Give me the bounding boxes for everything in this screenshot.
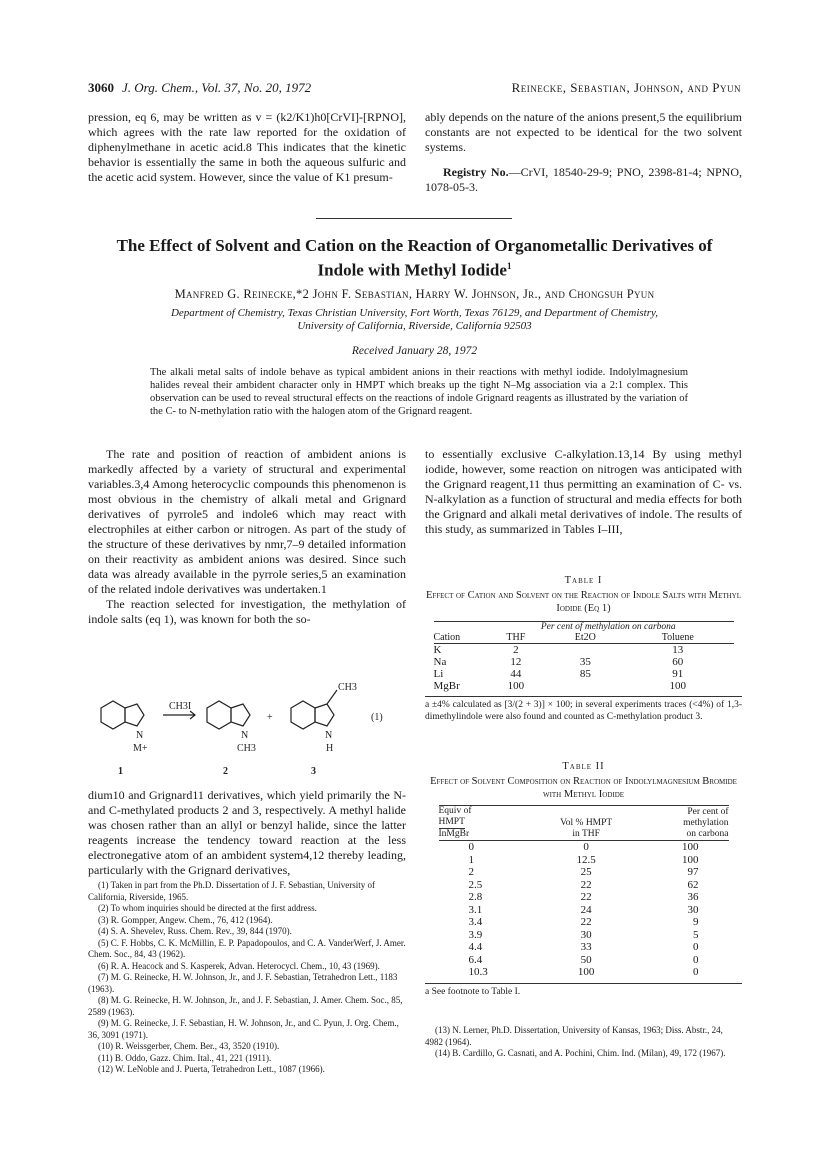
article-separator (316, 218, 512, 219)
abstract: The alkali metal salts of indole behave as typical ambident anions in their reactions with methyl iodide. Indolylmagnesium halides reveal their ambident character only in HMPT which breaks up the tight N–Mg association via a 2:1 complex. This observation can be used to reveal structural effects on the reactions of indole Grignard reagents as illustrated by the variation of the C- to N-methylation ratio with the halogen atom of the Grignard reagent. (150, 367, 688, 417)
header-line: Vol % HMPT (560, 818, 613, 828)
footnote: (13) N. Lerner, Ph.D. Dissertation, University of Kansas, 1963; Diss. Abstr., 24, 4982 (1964). (425, 1025, 723, 1047)
table-cell: 30 (580, 928, 592, 941)
table-cell: MgBr (433, 680, 460, 692)
paragraph-reaction: The reaction selected for investigation, the methylation of indole salts (eq 1), was known for both the so- (88, 597, 406, 626)
compound-1-label: 1 (118, 766, 123, 777)
n-methyl-label: CH3 (237, 743, 256, 754)
table-2-col3-header (637, 806, 728, 841)
table-cell: 36 (687, 891, 699, 903)
table-cell: 97 (687, 866, 699, 878)
table-cell: 35 (579, 656, 591, 668)
pyrrole-ring-1 (125, 704, 144, 726)
table-cell: 13 (672, 644, 684, 656)
table-cell: 91 (672, 668, 684, 680)
table-cell (549, 644, 622, 657)
table-row (439, 854, 729, 867)
table-1 (425, 574, 742, 723)
scheme-drawing (95, 680, 405, 780)
table-cell: 3.1 (468, 903, 483, 916)
table-row (439, 879, 729, 892)
table-cell: 24 (580, 903, 592, 916)
table-header: THF (506, 632, 526, 643)
footnote: (5) C. F. Hobbs, C. K. McMillin, E. P. Papadopoulos, and C. A. VanderWerf, J. Amer. Chem. Soc., 84, 43 (1962). (88, 937, 406, 959)
journal-name: J. Org. Chem., Vol. 37, No. 20, 1972 (122, 80, 312, 95)
registry-numbers (425, 165, 742, 195)
table-1-footnote: a ±4% calculated as [3/(2 + 3)] × 100; in several experiments traces (<4%) of 1,3-dimethylindole were also found and counted as C-methylation product 3. (425, 696, 742, 723)
paragraph-right: to essentially exclusive C-alkylation.13,14 By using methyl iodide, however, some reaction on nitrogen was anticipated with the Grignard reagent,11 thus permitting an examination of C- vs. N-alkylation as a function of structural and media effects for both the Grignard and alkali metal derivatives of indole. The results of this study, as summarized in Tables I–III, (425, 447, 742, 536)
body-left-column (88, 447, 406, 627)
table-cell: 100 (669, 680, 686, 692)
prev-article-text: pression, eq 6, may be written as v = (k2/K1)h0[CrVI]-[RPNO], which agrees with the rate law reported for the oxidation of diphenylmethane in acetic acid.8 This indicates that the kinetic behavior is essentially the same in both the aqueous sulfuric and the acetic acid system. However, since the value of K1 presum- (88, 110, 406, 184)
table-row (434, 656, 734, 668)
table-cell: 12.5 (576, 853, 596, 866)
table-cell: K (433, 644, 442, 656)
footnote: (9) M. G. Reinecke, J. F. Sebastian, H. W. Johnson, Jr., and C. Pyun, J. Org. Chem., 36, 3091 (1971). (88, 1018, 399, 1040)
compound-2-label: 2 (223, 766, 228, 777)
title-footnote-mark: 1 (506, 261, 512, 271)
footnote: (1) Taken in part from the Ph.D. Dissertation of J. F. Sebastian, University of California, Riverside, 1965. (88, 880, 375, 902)
nh-label: H (326, 743, 334, 754)
table-cell: 3.9 (468, 928, 483, 941)
table-header: Cation (433, 632, 461, 643)
footnote: (10) R. Weissgerber, Chem. Ber., 43, 3520 (1910). (98, 1041, 280, 1051)
running-head (88, 80, 741, 98)
table-cell: 3.4 (468, 916, 483, 928)
methyl-bond (327, 690, 337, 704)
table-cell: 50 (580, 953, 592, 966)
header-line: Per cent of (687, 807, 729, 817)
benzene-ring-1 (101, 701, 125, 729)
table-row (434, 680, 734, 692)
received-date: Received January 28, 1972 (351, 345, 478, 357)
table-cell: 10.3 (468, 966, 488, 978)
table-cell: 4.4 (468, 941, 483, 953)
cation-label: M+ (133, 743, 148, 754)
table-1-grid (434, 621, 734, 692)
table-cell: 100 (682, 853, 699, 866)
table-cell: Na (433, 656, 447, 668)
journal-citation (88, 80, 311, 96)
table-cell: 0 (693, 953, 699, 966)
footnotes-left (88, 880, 406, 1076)
header-line: methylation (683, 818, 729, 828)
table-cell: 2 (513, 644, 519, 656)
table-cell: 2.8 (468, 891, 483, 903)
table-2-footnote: a See footnote to Table I. (425, 983, 742, 998)
table-row (434, 668, 734, 680)
c-methyl-label: CH3 (338, 682, 357, 693)
paragraph-continued: dium10 and Grignard11 derivatives, which yield primarily the N- and C-methylated products 2 and 3, respectively. A methyl halide was chosen rather than an allyl or benzyl halide, since the latter reagents increase the tendency toward reaction at the less electronegative atom of an ambident system4,12 thereby leading, particularly with the Grignard derivatives, (88, 788, 406, 877)
table-cell: 0 (583, 841, 589, 853)
table-cell: 44 (510, 668, 522, 680)
reagent-label: CH3I (169, 701, 192, 712)
table-cell (549, 680, 622, 692)
n-atom-1: N (136, 730, 144, 741)
table-cell: 62 (687, 878, 699, 891)
table-2-grid (439, 805, 729, 979)
table-1-caption: Effect of Cation and Solvent on the Reaction of Indole Salts with Methyl Iodide (Eq 1) (425, 590, 742, 614)
table-cell: 22 (580, 891, 592, 903)
footnote: (3) R. Gompper, Angew. Chem., 76, 412 (1964). (98, 914, 273, 925)
footnotes-right (425, 1025, 742, 1060)
pyrrole-ring-2 (231, 704, 250, 726)
table-row (439, 891, 729, 904)
table-2 (425, 760, 742, 998)
table-cell: 12 (510, 656, 522, 668)
n-atom-3: N (325, 730, 333, 741)
table-cell: 22 (580, 916, 592, 928)
table-cell: 100 (682, 841, 699, 853)
table-row (439, 929, 729, 942)
table-cell: Li (433, 668, 444, 680)
affiliation-line-1: Department of Chemistry, Texas Christian University, Fort Worth, Texas 76129, and Department of Chemistry, (170, 307, 659, 319)
table-2-col2-header (535, 806, 637, 841)
title-line-2: Indole with Methyl Iodide (317, 260, 507, 280)
article-title (70, 235, 759, 281)
table-cell: 33 (580, 941, 592, 953)
header-line: Equiv of (438, 806, 472, 816)
paragraph-intro: The rate and position of reaction of ambident anions is markedly affected by a variety of structural and experimental variables.3,4 Among heterocyclic compounds this phenomenon is most obvious in the chemistry of alkali metal and Grignard derivatives of pyrrole5 and indole6 which may react with electrophiles at either carbon or nitrogen. As part of the study of the structure of these derivatives by nmr,7–9 detailed information on their reactivity as ambident anions was desired. Since such data was already available in the pyrrole series,5 an examination of the related indole derivatives was undertaken.1 (88, 447, 406, 596)
equation-number: (1) (371, 712, 383, 723)
benzene-ring-2 (207, 701, 231, 729)
table-cell: 5 (693, 928, 699, 941)
table-cell: 30 (687, 903, 699, 916)
footnote: (12) W. LeNoble and J. Puerta, Tetrahedron Lett., 1087 (1966). (98, 1064, 325, 1074)
table-cell: 85 (579, 668, 591, 680)
table-cell: 0 (693, 966, 699, 978)
header-line: in THF (572, 829, 600, 839)
footnote: (11) B. Oddo, Gazz. Chim. Ital., 41, 221 (1911). (98, 1052, 272, 1063)
plus-sign: + (267, 712, 273, 723)
table-row (439, 904, 729, 917)
table-2-label: Table II (562, 761, 605, 772)
table-cell: 100 (507, 680, 525, 692)
header-line: HMPT (438, 817, 465, 827)
prev-article-right-column (425, 110, 742, 195)
table-cell: 60 (672, 656, 684, 668)
footnote: (2) To whom inquiries should be directed at the first address. (98, 903, 317, 913)
footnote: (7) M. G. Reinecke, H. W. Johnson, Jr., and J. F. Sebastian, Tetrahedron Lett., 1183 (1963). (88, 972, 398, 994)
table-row (439, 841, 729, 854)
body-right-column (425, 447, 742, 537)
affiliations (110, 307, 719, 333)
table-row (439, 916, 729, 929)
table-header: Toluene (661, 632, 694, 643)
footnote: (14) B. Cardillo, G. Casnati, and A. Pochini, Chim. Ind. (Milan), 49, 172 (1967). (435, 1048, 726, 1058)
table-cell: 100 (577, 966, 595, 978)
n-atom-2: N (241, 730, 249, 741)
table-row (439, 866, 729, 879)
table-header: Et2O (574, 632, 596, 643)
table-2-caption: Effect of Solvent Composition on Reaction of Indolylmagnesium Bromide with Methyl Iodide (430, 776, 737, 800)
table-cell: 22 (580, 878, 592, 891)
table-row (439, 966, 729, 979)
header-line: InMgBr (438, 829, 470, 839)
table-cell: 2 (468, 866, 474, 878)
body-left-column-continued (88, 788, 406, 878)
table-cell: 1 (468, 853, 474, 866)
table-row (439, 954, 729, 967)
title-line-1: The Effect of Solvent and Cation on the Reaction of Organometallic Derivatives of (116, 236, 713, 255)
affiliation-line-2: University of California, Riverside, California 92503 (297, 320, 532, 332)
table-cell: 9 (693, 916, 699, 928)
footnote: (6) R. A. Heacock and S. Kasperek, Advan. Heterocycl. Chem., 10, 43 (1969). (98, 960, 380, 971)
author-list: Manfred G. Reinecke,*2 John F. Sebastian, Harry W. Johnson, Jr., and Chongsuh Pyun (174, 287, 655, 301)
compound-3-label: 3 (311, 766, 316, 777)
table-row (439, 941, 729, 954)
table-cell: 0 (693, 941, 699, 953)
prev-article-conclusion: ably depends on the nature of the anions present,5 the equilibrium constants are not expected to be identical for the two solvent systems. (425, 110, 742, 154)
prev-article-left-column (88, 110, 406, 185)
page-number: 3060 (88, 80, 114, 95)
table-cell: 0 (468, 841, 474, 853)
reaction-scheme (95, 680, 405, 780)
benzene-ring-3 (291, 701, 315, 729)
running-authors: Reinecke, Sebastian, Johnson, and Pyun (511, 80, 741, 95)
header-line: on carbona (686, 829, 729, 839)
table-cell: 6.4 (468, 953, 483, 966)
footnote: (4) S. A. Shevelev, Russ. Chem. Rev., 39, 844 (1970). (98, 926, 292, 936)
table-cell: 2.5 (468, 878, 483, 891)
table-2-col1-header (439, 806, 536, 841)
table-1-span-header: Per cent of methylation on carbona (540, 622, 676, 632)
table-cell: 25 (580, 866, 592, 878)
table-1-label: Table I (564, 575, 603, 586)
table-row (434, 644, 734, 657)
registry-text: —CrVI, 18540-29-9; PNO, 2398-81-4; NPNO, 1078-05-3. (425, 165, 742, 194)
footnote: (8) M. G. Reinecke, H. W. Johnson, Jr., and J. F. Sebastian, J. Amer. Chem. Soc., 85, 2589 (1963). (88, 995, 403, 1017)
registry-label: Registry No. (443, 165, 509, 179)
pyrrole-ring-3 (315, 704, 334, 726)
